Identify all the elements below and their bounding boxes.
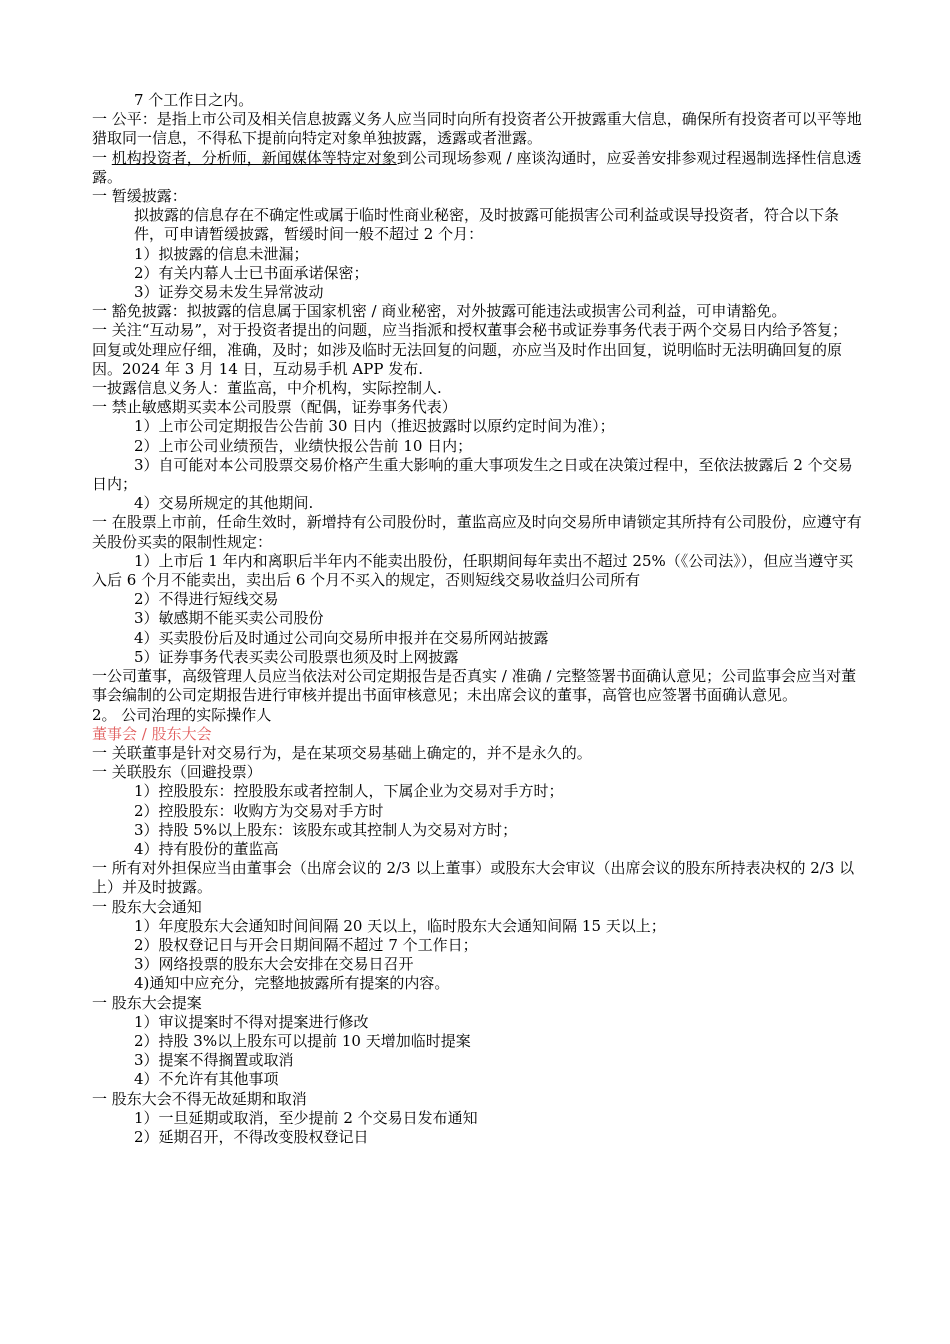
line-text: 3）提案不得搁置或取消: [134, 1051, 294, 1070]
line-text: 4)通知中应充分，完整地披露所有提案的内容。: [134, 974, 450, 993]
line-text: 4）买卖股份后及时通过公司向交易所申报并在交易所网站披露: [134, 628, 549, 647]
line-text: 4）不允许有其他事项: [134, 1070, 279, 1089]
text-line: [92, 917, 862, 936]
text-line: [92, 706, 862, 725]
text-line: [92, 1013, 862, 1032]
line-text: 2。 公司治理的实际操作人: [92, 705, 272, 724]
underlined-text: 机构投资者，分析师，新闻媒体等特定对象: [111, 148, 397, 167]
text-line: [92, 206, 862, 244]
line-text: 3）网络投票的股东大会安排在交易日召开: [134, 955, 414, 974]
line-text: 一 禁止敏感期买卖本公司股票（配偶，证券事务代表）: [92, 398, 457, 417]
text-line: [92, 379, 862, 398]
line-prefix: 一: [92, 148, 112, 167]
text-line: [92, 187, 862, 206]
line-text: 4）交易所规定的其他期间.: [134, 494, 314, 513]
text-line: [92, 494, 862, 513]
text-line: [92, 91, 862, 110]
text-line: [92, 667, 862, 705]
line-text: 3）自可能对本公司股票交易价格产生重大影响的重大事项发生之日或在决策过程中，至依法披露后 2 个交易日内；: [92, 455, 853, 494]
text-line: [92, 1128, 862, 1147]
line-text: 1）控股股东：控股股东或者控制人，下属企业为交易对手方时；: [134, 782, 564, 801]
line-text: 一公司董事，高级管理人员应当依法对公司定期报告是否真实 / 准确 / 完整签署书面确认意见；公司监事会应当对董事会编制的公司定期报告进行审核并提出书面审核意见；未出席会议的董事，高管也应签署书面确认意见。: [92, 667, 857, 705]
line-text: 一 关联股东（回避投票）: [92, 763, 262, 782]
line-text: 一 公平：是指上市公司及相关信息披露义务人应当同时向所有投资者公开披露重大信息，确保所有投资者可以平等地猎取同一信息，不得私下提前向特定对象单独披露，透露或者泄露。: [92, 110, 862, 148]
line-text: 一披露信息义务人：董监高，中介机构，实际控制人.: [92, 379, 442, 398]
document-page: [92, 91, 862, 1147]
text-line: [92, 1051, 862, 1070]
text-line: [92, 456, 862, 494]
line-text: 一 在股票上市前，任命生效时，新增持有公司股份时，董监高应及时向交易所申请锁定其所持有公司股份，应遵守有关股份买卖的限制性规定：: [92, 513, 862, 551]
text-line: [92, 590, 862, 609]
text-line: [92, 437, 862, 456]
line-text: 2）持股 3%以上股东可以提前 10 天增加临时提案: [134, 1031, 471, 1050]
text-line: [92, 936, 862, 955]
text-line: [92, 552, 862, 590]
text-line: [92, 994, 862, 1013]
line-text: 1）拟披露的信息未泄漏；: [134, 244, 309, 263]
text-line: [92, 110, 862, 148]
line-text: 2）股权登记日与开会日期间隔不超过 7 个工作日；: [134, 935, 478, 954]
line-text: 1）一旦延期或取消，至少提前 2 个交易日发布通知: [134, 1108, 478, 1127]
line-text: 一 暂缓披露：: [92, 187, 187, 206]
line-text: 一 关联董事是针对交易行为，是在某项交易基础上确定的，并不是永久的。: [92, 743, 592, 762]
line-text: 2）延期召开，不得改变股权登记日: [134, 1127, 369, 1146]
text-line: [92, 648, 862, 667]
line-text: 2）有关内幕人士已书面承诺保密；: [134, 263, 369, 282]
text-line: [92, 744, 862, 763]
text-line: [92, 513, 862, 551]
section-heading: [92, 725, 862, 744]
text-line: [92, 782, 862, 801]
text-line: [92, 283, 862, 302]
text-line: [92, 629, 862, 648]
text-line: [92, 859, 862, 897]
text-line: [92, 264, 862, 283]
text-line: [92, 955, 862, 974]
line-text: 拟披露的信息存在不确定性或属于临时性商业秘密，及时披露可能损害公司利益或误导投资者，符合以下条件，可申请暂缓披露，暂缓时间一般不超过 2 个月：: [134, 206, 840, 244]
text-line: [92, 149, 862, 187]
line-text: 1）年度股东大会通知时间间隔 20 天以上，临时股东大会通知间隔 15 天以上；: [134, 916, 666, 935]
line-text: 3）敏感期不能买卖公司股份: [134, 609, 324, 628]
line-text: 一 关注“互动易”，对于投资者提出的问题，应当指派和授权董事会秘书或证券事务代表于两个交易日内给予答复；回复或处理应仔细，准确，及时；如涉及临时无法回复的问题，亦应当及时作出回复，说明临时无法明确回复的原因。2024 年 3 月 14 日，互动易手机 APP 发布.: [92, 321, 848, 378]
text-line: [92, 321, 862, 379]
text-line: [92, 821, 862, 840]
line-text: 1）上市公司定期报告公告前 30 日内（推迟披露时以原约定时间为准）；: [134, 417, 615, 436]
line-text: 4）持有股份的董监高: [134, 839, 279, 858]
text-line: [92, 398, 862, 417]
text-line: [92, 1032, 862, 1051]
line-text: 到公司现场参观 / 座谈沟通时，应妥善安排参观过程遏制选择性信息透露。: [92, 148, 862, 186]
text-line: [92, 417, 862, 436]
text-line: [92, 1090, 862, 1109]
line-text: 一 所有对外担保应当由董事会（出席会议的 2/3 以上董事）或股东大会审议（出席会议的股东所持表决权的 2/3 以上）并及时披露。: [92, 859, 855, 897]
text-line: [92, 802, 862, 821]
text-line: [92, 1109, 862, 1128]
line-text: 一 股东大会提案: [92, 993, 202, 1012]
line-text: 1）审议提案时不得对提案进行修改: [134, 1012, 369, 1031]
text-line: [92, 609, 862, 628]
line-text: 2）控股股东：收购方为交易对手方时: [134, 801, 384, 820]
line-text: 7 个工作日之内。: [134, 91, 254, 109]
line-text: 1）上市后 1 年内和离职后半年内不能卖出股份，任职期间每年卖出不超过 25%（《公司法》），但应当遵守买入后 6 个月不能卖出，卖出后 6 个月不买入的规定，否则短线交易收益归公司所有: [92, 551, 854, 590]
text-line: [92, 302, 862, 321]
text-line: [92, 840, 862, 859]
line-text: 5）证券事务代表买卖公司股票也须及时上网披露: [134, 647, 459, 666]
text-line: [92, 1070, 862, 1089]
text-line: [92, 763, 862, 782]
line-text: 3）持股 5%以上股东：该股东或其控制人为交易对方时；: [134, 820, 518, 839]
line-text: 董事会 / 股东大会: [92, 724, 212, 743]
line-text: 2）上市公司业绩预告，业绩快报公告前 10 日内；: [134, 436, 473, 455]
line-text: 一 股东大会通知: [92, 897, 202, 916]
text-line: [92, 245, 862, 264]
text-line: [92, 898, 862, 917]
line-text: 2）不得进行短线交易: [134, 590, 279, 609]
line-text: 3）证券交易未发生异常波动: [134, 283, 324, 302]
line-text: 一 豁免披露：拟披露的信息属于国家机密 / 商业秘密，对外披露可能违法或损害公司利益，可申请豁免。: [92, 302, 787, 321]
text-line: [92, 974, 862, 993]
line-text: 一 股东大会不得无故延期和取消: [92, 1089, 307, 1108]
